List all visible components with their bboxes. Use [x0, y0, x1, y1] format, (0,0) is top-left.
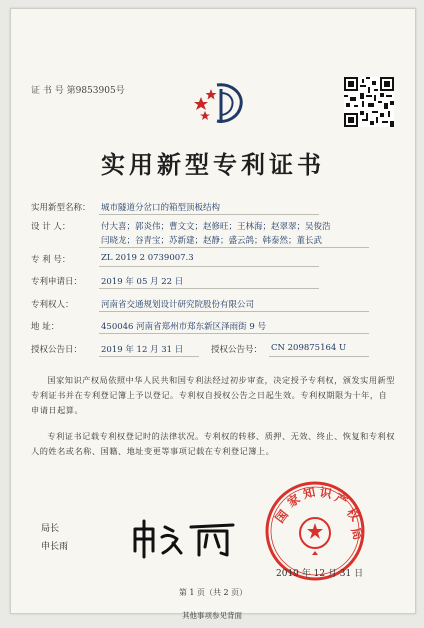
certificate-title: 实用新型专利证书	[101, 150, 325, 179]
svg-text:家: 家	[284, 491, 303, 510]
commissioner-name: 申长雨	[41, 542, 69, 552]
address-value: 450046 河南省郑州市郑东新区泽雨街 9 号	[101, 322, 266, 332]
svg-text:识: 识	[318, 485, 333, 501]
grant-date-label: 授权公告日：	[31, 345, 83, 355]
field-rule	[269, 356, 369, 357]
designer-label: 设 计 人：	[31, 222, 71, 232]
svg-text:权: 权	[343, 505, 363, 524]
field-rule	[99, 333, 369, 334]
application-date-value: 2019 年 05 月 22 日	[101, 277, 184, 287]
field-rule	[99, 247, 369, 248]
field-rule	[99, 356, 199, 357]
utility-model-name-label: 实用新型名称：	[31, 203, 91, 213]
cnipa-emblem-icon	[191, 79, 251, 129]
svg-text:知: 知	[301, 484, 317, 502]
grant-statement-paragraph: 国家知识产权局依照中华人民共和国专利法经过初步审查，决定授予专利权，颁发实用新型专利证书并在专利登记簿上予以登记。专利权自授权公告之日起生效。专利权期限为十年，自申请日起算。	[31, 375, 395, 415]
designer-value-line2: 闫晓龙；谷青宝；苏新建；赵静；盛云鸽；韩泰然；董长武	[101, 236, 323, 246]
back-side-note: 其他事项参见背面	[182, 611, 242, 620]
field-rule	[99, 266, 319, 267]
grant-date-value: 2019 年 12 月 31 日	[101, 345, 184, 355]
certificate-number	[31, 83, 125, 96]
certificate-number-value: 第9853905号	[66, 86, 125, 96]
handwritten-signature-icon	[129, 517, 239, 559]
registration-statement-paragraph: 专利证书记载专利权登记时的法律状况。专利权的转移、质押、无效、终止、恢复和专利权人的姓名或名称、国籍、地址变更等事项记载在专利登记簿上。	[31, 431, 395, 456]
certificate-page	[10, 8, 416, 614]
grant-announcement-value: CN 209875164 U	[271, 343, 347, 353]
seal-date: 2019 年 12 月 31 日	[276, 569, 364, 579]
utility-model-name-value: 城市隧道分岔口的箱型顶板结构	[101, 203, 221, 213]
address-label: 地 址：	[31, 322, 60, 332]
page-number: 第 1 页（共 2 页）	[178, 588, 248, 597]
certificate-number-label: 证 书 号	[31, 86, 64, 96]
application-date-label: 专利申请日：	[31, 277, 83, 287]
patent-number-value: ZL 2019 2 0739007.3	[101, 253, 194, 263]
field-rule	[99, 288, 319, 289]
designer-value-line1: 付大喜；郭炎伟；曹文文；赵修旺；王林海；赵翠翠；吴俊浩	[101, 222, 331, 232]
field-rule	[99, 311, 369, 312]
svg-text:局: 局	[348, 525, 366, 542]
svg-text:产: 产	[332, 490, 350, 509]
patentee-value: 河南省交通规划设计研究院股份有限公司	[101, 300, 255, 310]
qr-code-icon	[344, 77, 394, 127]
grant-announcement-label: 授权公告号：	[211, 345, 263, 355]
svg-text:国: 国	[272, 507, 292, 526]
commissioner-title: 局长	[41, 524, 60, 534]
patentee-label: 专利权人：	[31, 300, 74, 310]
patent-number-label: 专 利 号：	[31, 255, 71, 265]
field-rule	[99, 214, 319, 215]
